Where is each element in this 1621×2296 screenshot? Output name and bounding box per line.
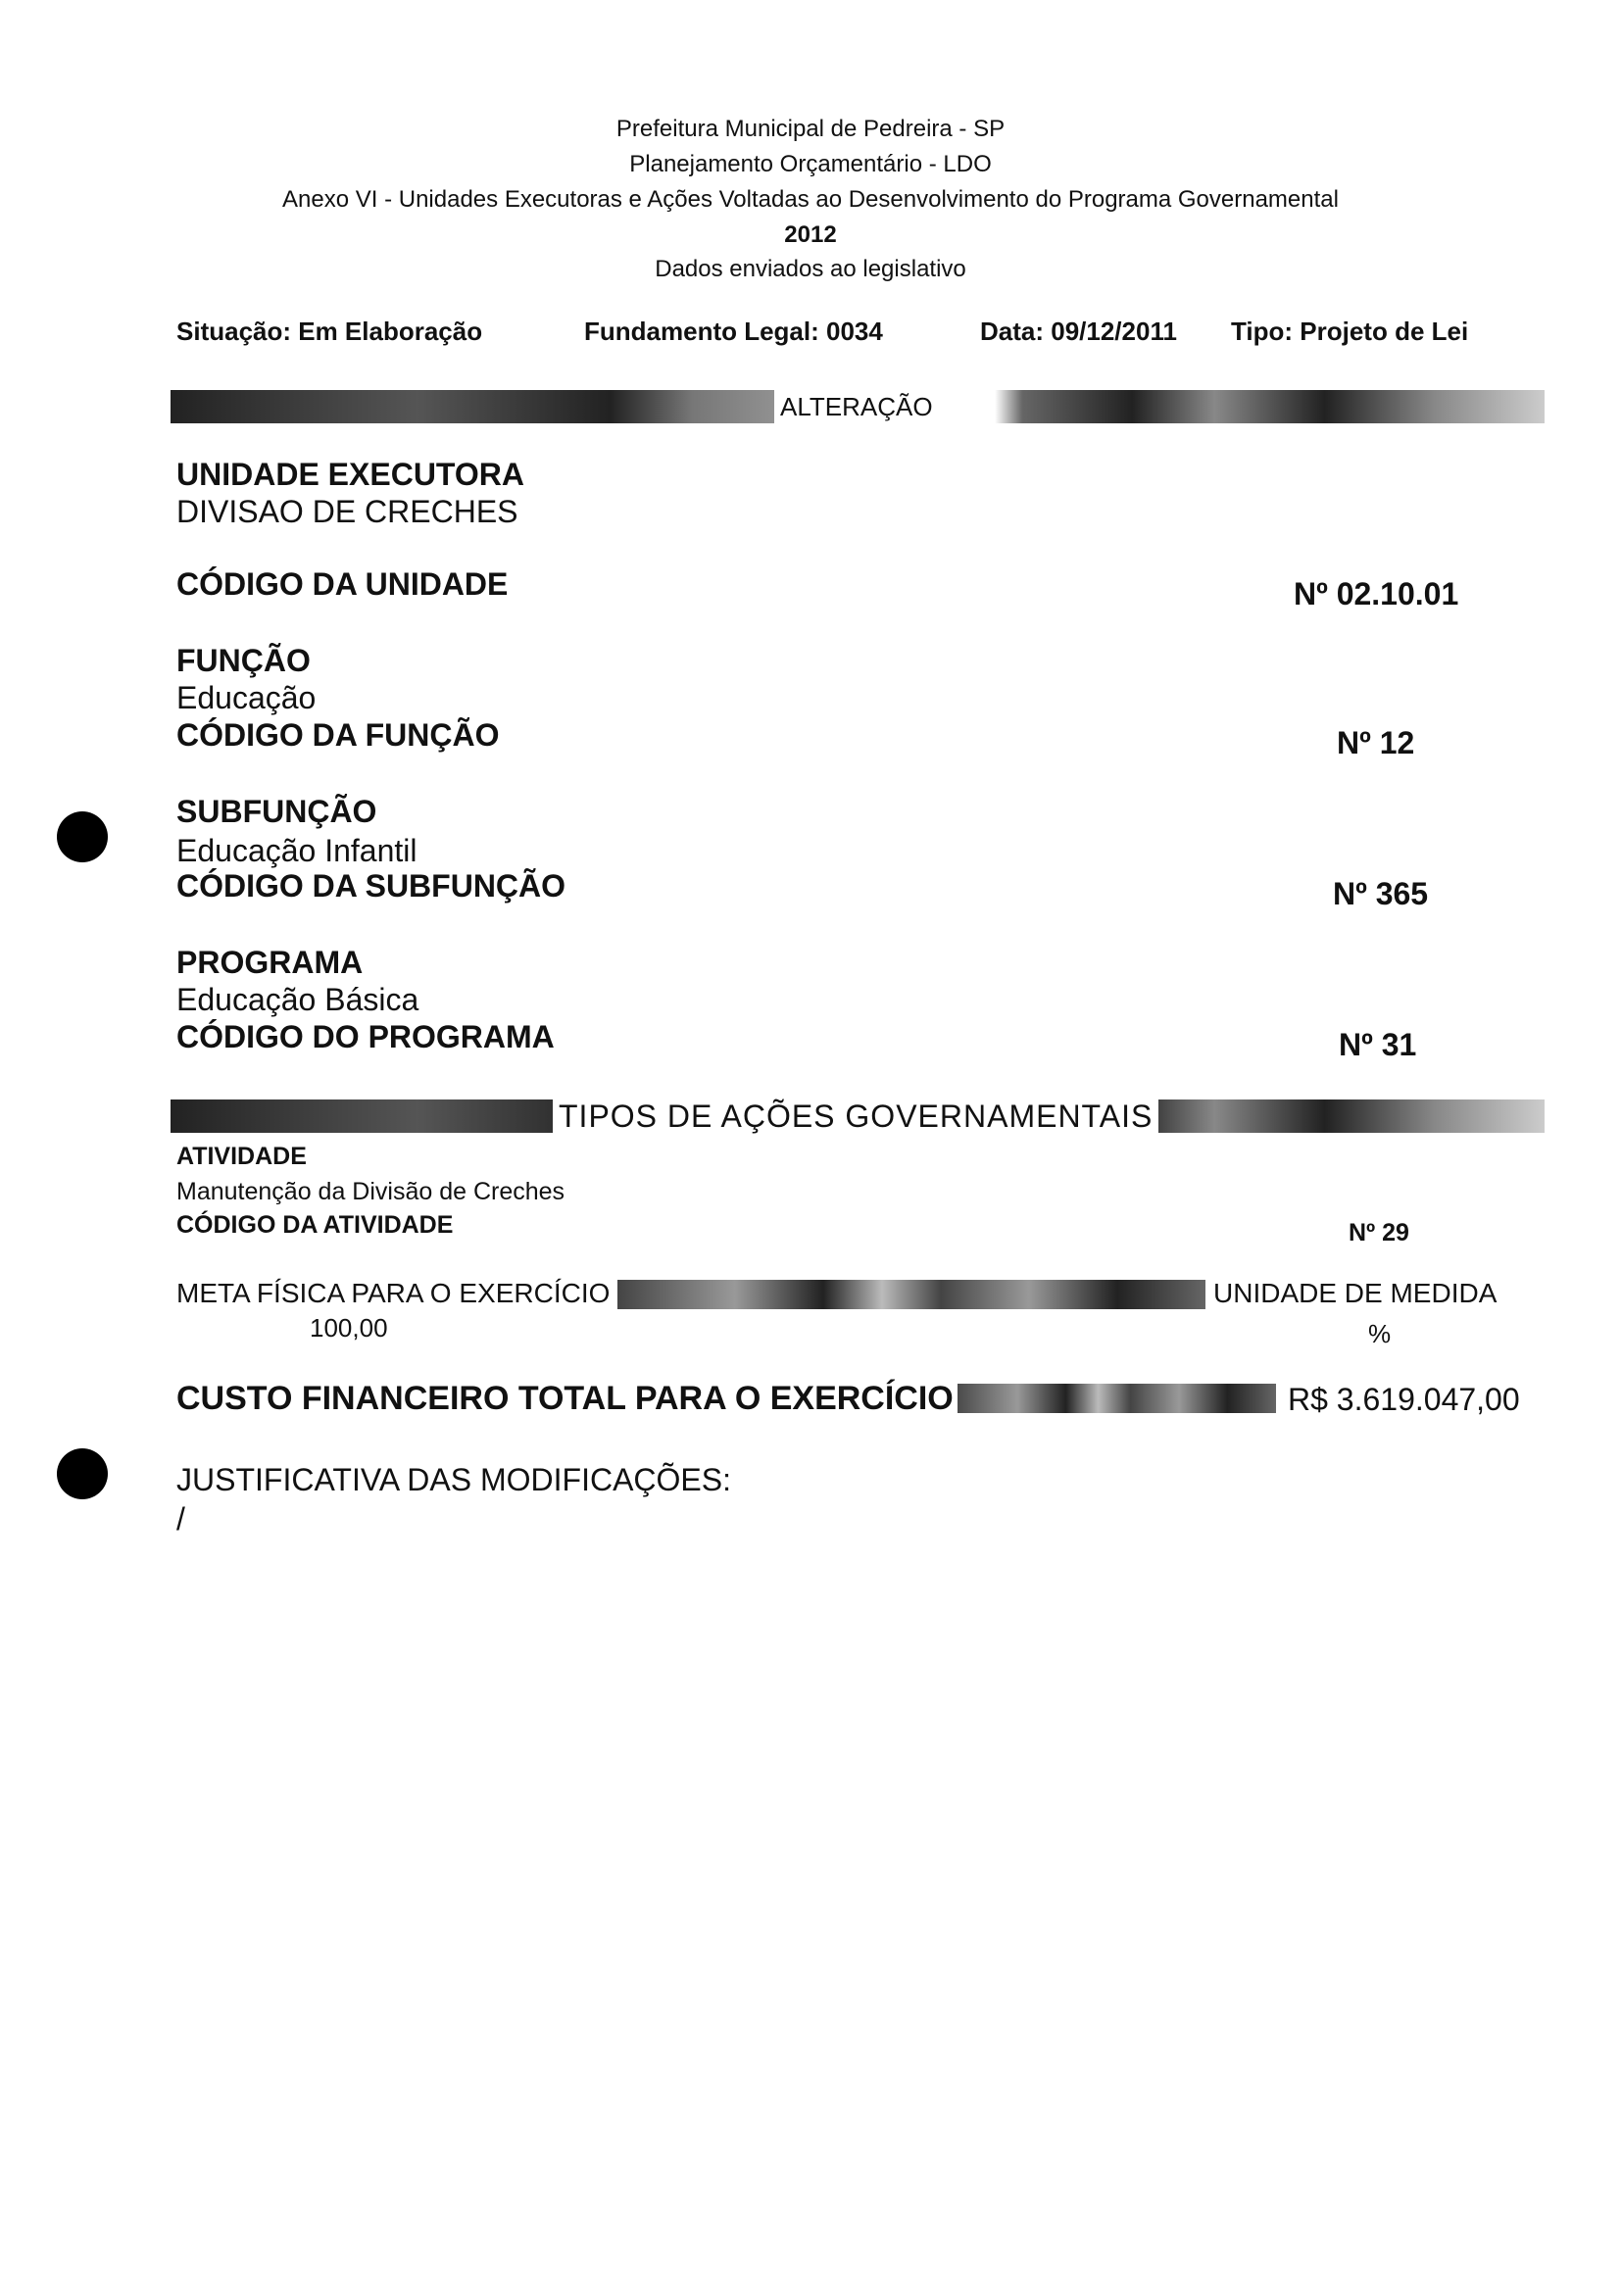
meta-fisica-value: 100,00 bbox=[310, 1313, 388, 1343]
header-line-2: Planejamento Orçamentário - LDO bbox=[629, 151, 992, 177]
programa-code-label: CÓDIGO DO PROGRAMA bbox=[176, 1019, 555, 1054]
subfuncao-value: Educação Infantil bbox=[176, 833, 418, 868]
unidade-medida-label: UNIDADE DE MEDIDA bbox=[1209, 1278, 1500, 1309]
justificativa-label: JUSTIFICATIVA DAS MODIFICAÇÕES: bbox=[176, 1462, 731, 1497]
programa-label: PROGRAMA bbox=[176, 945, 364, 980]
situacao: Situação: Em Elaboração bbox=[176, 317, 483, 346]
atividade-code-label: CÓDIGO DA ATIVIDADE bbox=[176, 1211, 454, 1239]
band-label-alteracao: ALTERAÇÃO bbox=[774, 390, 939, 423]
punch-hole-dot bbox=[57, 811, 108, 862]
subfuncao-label: SUBFUNÇÃO bbox=[176, 794, 377, 829]
funcao-code-label: CÓDIGO DA FUNÇÃO bbox=[176, 717, 500, 753]
custo-band bbox=[953, 1384, 1276, 1413]
tipo: Tipo: Projeto de Lei bbox=[1231, 317, 1469, 346]
atividade-value: Manutenção da Divisão de Creches bbox=[176, 1178, 565, 1205]
meta-fisica-label: META FÍSICA PARA O EXERCÍCIO bbox=[172, 1278, 614, 1309]
unidade-code: Nº 02.10.01 bbox=[1294, 576, 1459, 611]
header-line-5: Dados enviados ao legislativo bbox=[655, 256, 966, 282]
unidade-code-label: CÓDIGO DA UNIDADE bbox=[176, 566, 509, 602]
programa-code: Nº 31 bbox=[1339, 1027, 1417, 1062]
band-label-tipos: TIPOS DE AÇÕES GOVERNAMENTAIS bbox=[553, 1099, 1158, 1133]
unidade-label: UNIDADE EXECUTORA bbox=[176, 457, 524, 492]
funcao-value: Educação bbox=[176, 680, 317, 715]
custo-value: R$ 3.619.047,00 bbox=[1284, 1382, 1524, 1418]
atividade-code: Nº 29 bbox=[1349, 1219, 1409, 1246]
punch-hole-dot bbox=[57, 1448, 108, 1499]
subfuncao-code-label: CÓDIGO DA SUBFUNÇÃO bbox=[176, 868, 566, 904]
header-line-3: Anexo VI - Unidades Executoras e Ações Voltadas ao Desenvolvimento do Programa Governamental bbox=[282, 186, 1339, 213]
fundamento-legal: Fundamento Legal: 0034 bbox=[584, 317, 883, 346]
custo-label: CUSTO FINANCEIRO TOTAL PARA O EXERCÍCIO bbox=[172, 1380, 958, 1418]
header-year: 2012 bbox=[784, 221, 837, 248]
programa-value: Educação Básica bbox=[176, 982, 419, 1017]
data: Data: 09/12/2011 bbox=[980, 317, 1177, 346]
meta-fisica-band bbox=[617, 1280, 1205, 1309]
justificativa-value: / bbox=[176, 1501, 185, 1537]
section-band-alteracao bbox=[171, 390, 1545, 423]
unidade-value: DIVISAO DE CRECHES bbox=[176, 494, 518, 529]
section-band-tipos bbox=[171, 1099, 1545, 1133]
funcao-code: Nº 12 bbox=[1337, 725, 1415, 760]
header-line-1: Prefeitura Municipal de Pedreira - SP bbox=[615, 116, 1006, 142]
unidade-medida-value: % bbox=[1368, 1319, 1392, 1348]
atividade-label: ATIVIDADE bbox=[176, 1143, 307, 1170]
funcao-label: FUNÇÃO bbox=[176, 643, 311, 678]
subfuncao-code: Nº 365 bbox=[1333, 876, 1429, 911]
